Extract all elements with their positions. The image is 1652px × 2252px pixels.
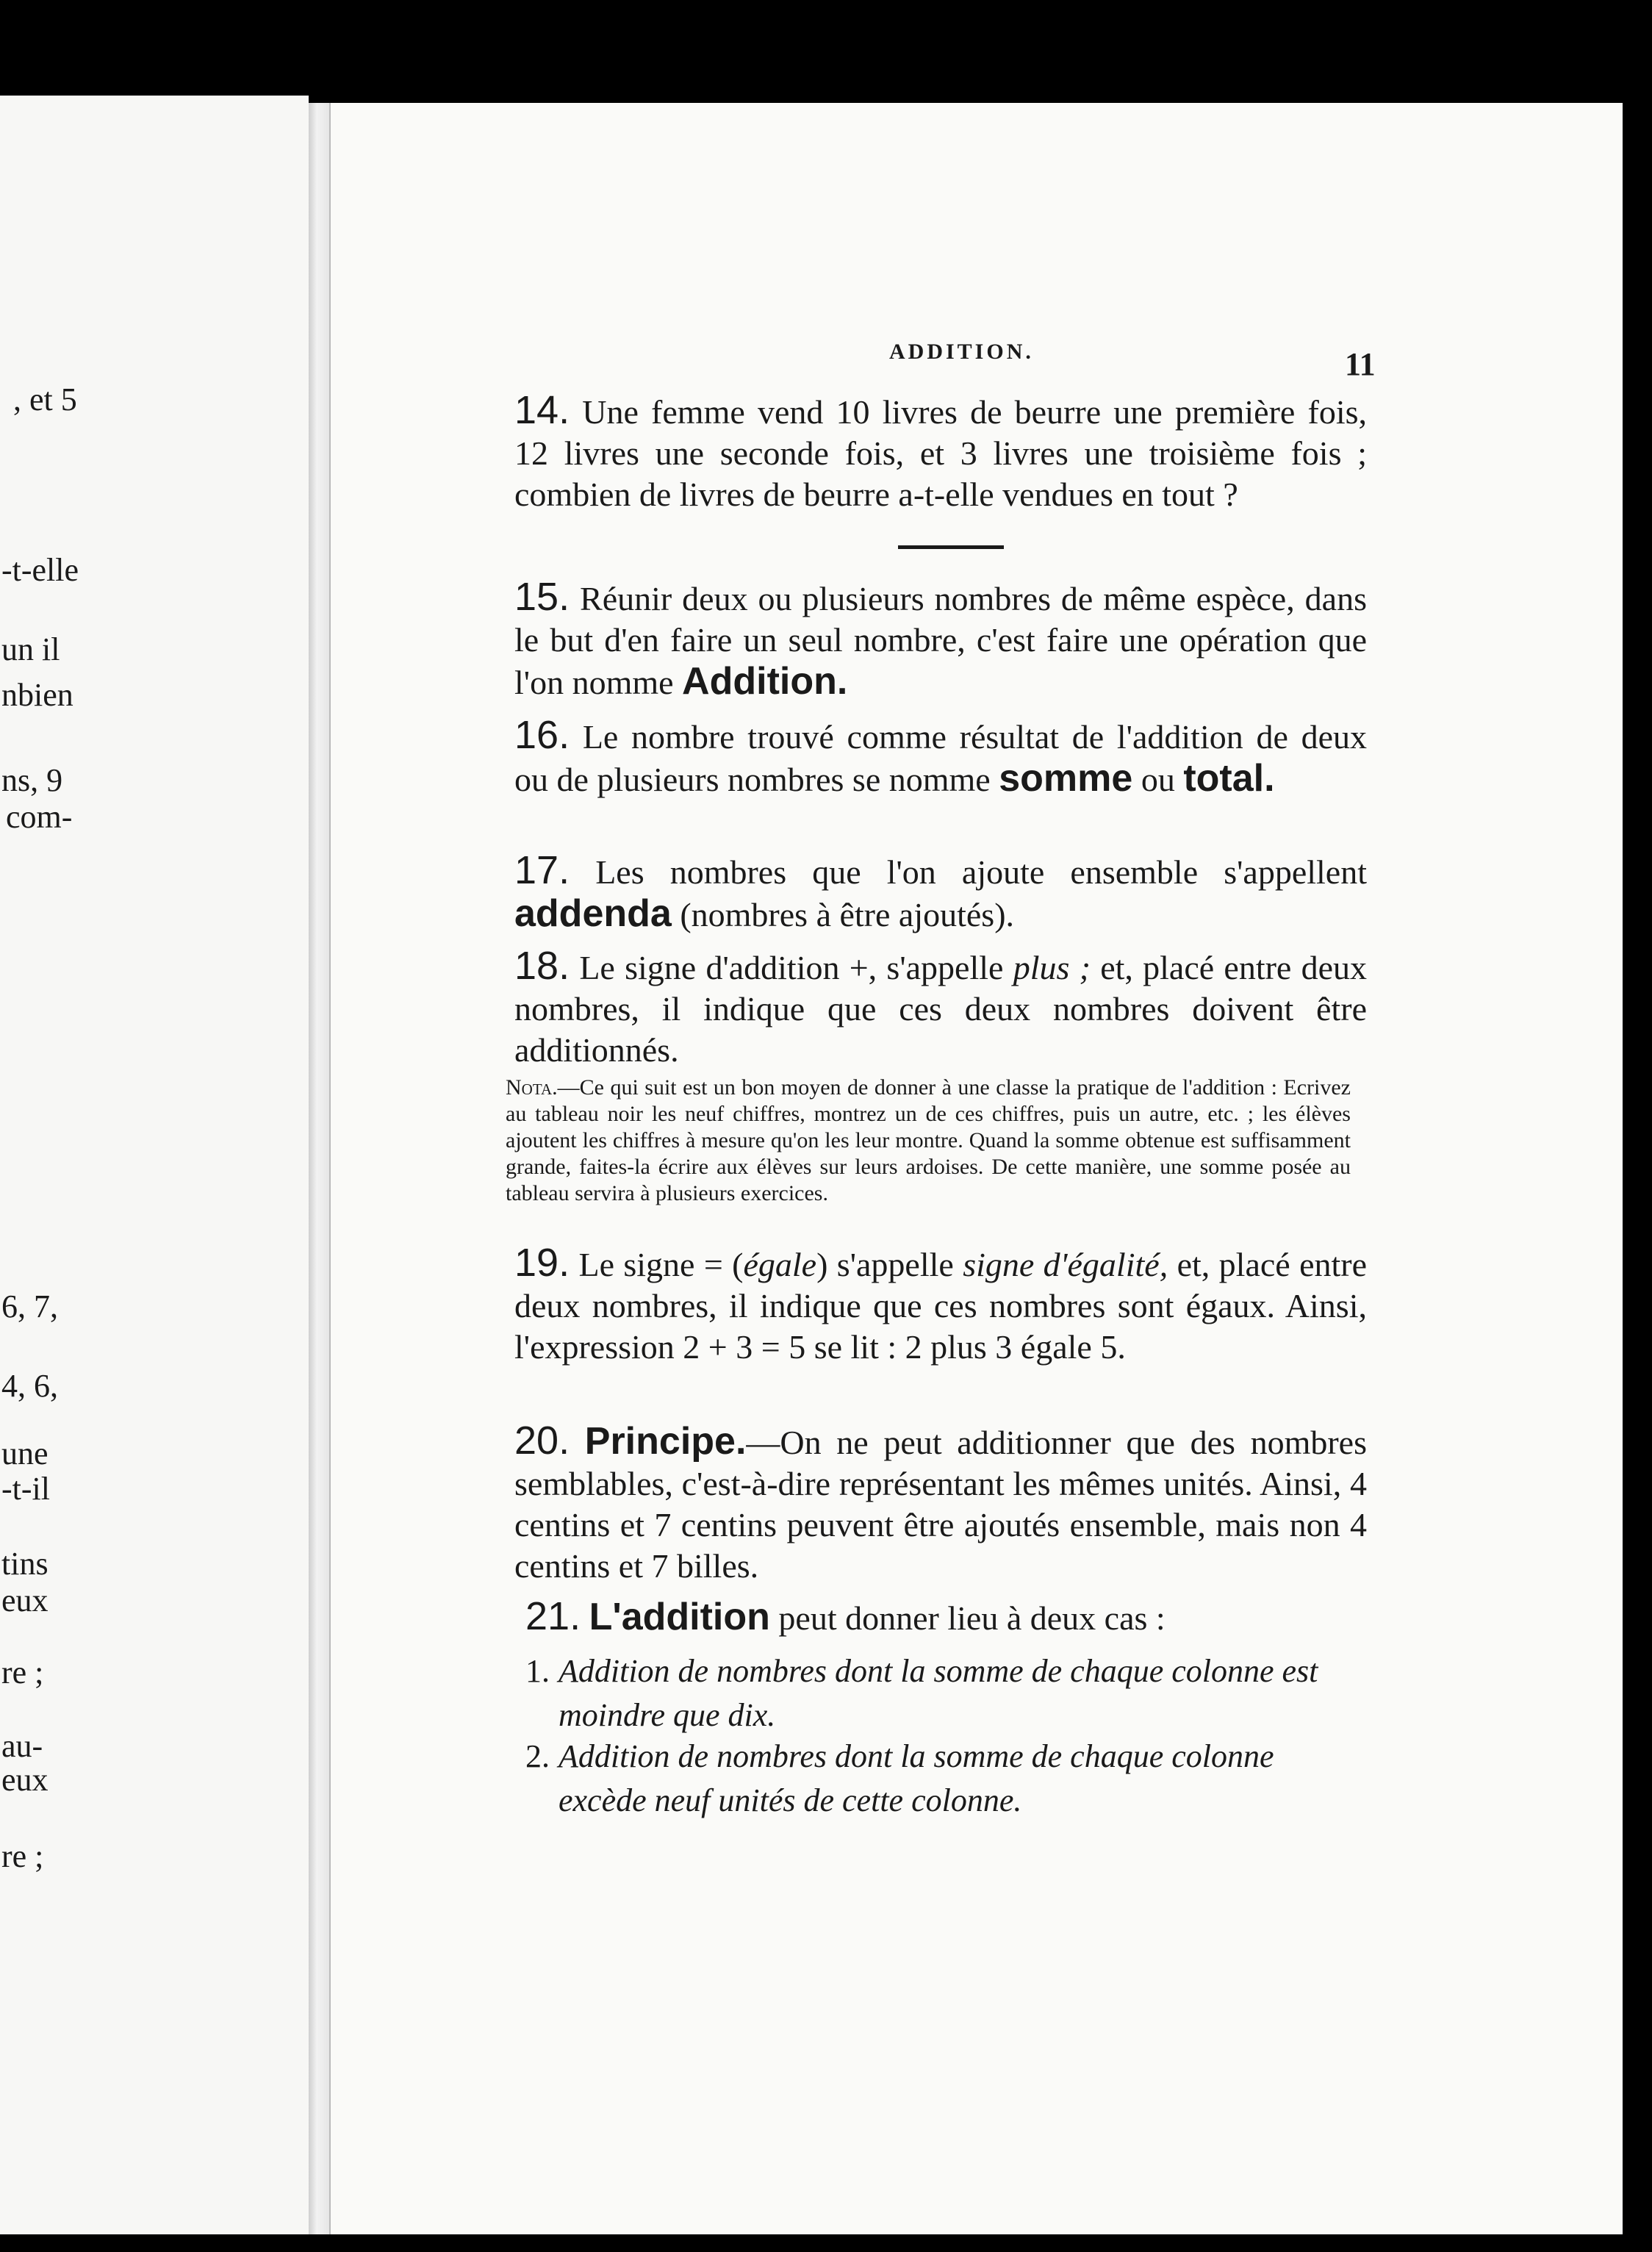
paragraph-number: 14. (514, 388, 570, 432)
keyword-principe: Principe. (584, 1420, 747, 1463)
left-fragment: eux (1, 1762, 49, 1798)
keyword-addenda: addenda (514, 892, 672, 935)
left-fragment: 4, 6, (1, 1368, 58, 1404)
left-fragment: un il (1, 631, 60, 667)
case-text: Addition de nombres dont la somme de chaque colonne est moindre que dix. (559, 1653, 1318, 1733)
paragraph-16 (514, 714, 1367, 800)
paragraph-20 (514, 1420, 1367, 1587)
case-text: Addition de nombres dont la somme de chaque colonne excède neuf unités de cette colonne. (559, 1738, 1274, 1818)
paragraph-number: 20. (514, 1419, 570, 1463)
paragraph-text: (nombres à être ajoutés). (680, 896, 1015, 933)
case-number: 2. (525, 1738, 550, 1774)
left-fragment: com- (6, 799, 73, 835)
paragraph-text: Les nombres que l'on ajoute ensemble s'appellent (595, 853, 1367, 891)
left-page (0, 96, 309, 2234)
paragraph-text: Une femme vend 10 livres de beurre une première fois, 12 livres une seconde fois, et 3 livres une troisième fois ; combien de livres de beurre a-t-elle vendues en tout ? (514, 393, 1367, 513)
left-fragment: eux (1, 1582, 49, 1618)
nota-note (506, 1075, 1351, 1207)
paragraph-text: Le signe = ( (578, 1246, 744, 1283)
paragraph-18 (514, 945, 1367, 1071)
keyword-addition: Addition. (682, 660, 848, 703)
page-number: 11 (1345, 346, 1376, 382)
keyword-somme: somme (999, 757, 1133, 800)
paragraph-text: et, placé entre deux nombres, il indique que ces nombres sont égaux. Ainsi, l'expression 2 + 3 = 5 se lit : 2 plus 3 égale 5. (514, 1246, 1368, 1366)
paragraph-number: 16. (514, 713, 570, 757)
left-fragment: -t-il (1, 1471, 50, 1507)
paragraph-text: ) s'appelle (816, 1246, 954, 1283)
paragraph-number: 17. (514, 848, 570, 892)
left-fragment: une (1, 1435, 49, 1471)
paragraph-14 (514, 390, 1367, 515)
paragraph-text: Le signe d'addition +, s'appelle (579, 949, 1004, 986)
paragraph-number: 19. (514, 1241, 570, 1285)
section-rule (898, 545, 1004, 549)
note-text: —Ce qui suit est un bon moyen de donner à une classe la pratique de l'addition : Ecrivez au tableau noir les neuf chiffres, montrez un de ces chiffres, puis un autre, etc. ; les élèves ajoutent les chiffres à mesure qu'on les leur montre. Quand la somme obtenue est suffisamment grande, faites-la écrire aux élèves sur leurs ardoises. De cette manière, une somme posée au tableau servira à plusieurs exercices. (506, 1075, 1351, 1205)
paragraph-text: peut donner lieu à deux cas : (778, 1599, 1166, 1637)
paragraph-19 (514, 1242, 1367, 1368)
paragraph-text: —On ne peut additionner que des nombres semblables, c'est-à-dire représentant les mêmes unités. Ainsi, 4 centins et 7 centins peuvent être ajoutés ensemble, mais non 4 centins et 7 billes. (514, 1424, 1367, 1585)
case-2 (525, 1735, 1337, 1823)
paragraph-number: 21. (525, 1594, 581, 1638)
paragraph-text: Le nombre trouvé comme résultat de l'addition de deux ou de plusieurs nombres se nomme (514, 718, 1368, 798)
emphasis-plus: plus ; (1013, 949, 1091, 986)
book-gutter (309, 103, 329, 2234)
left-fragment: re ; (1, 1838, 44, 1874)
paragraph-text: Réunir deux ou plusieurs nombres de même espèce, dans le but d'en faire un seul nombre, c'est faire une opération que l'on nomme (514, 580, 1367, 701)
paragraph-number: 15. (514, 575, 570, 619)
left-fragment: -t-elle (1, 552, 79, 588)
left-fragment: au- (1, 1728, 43, 1764)
emphasis-signe-egalite: signe d'égalité, (963, 1246, 1168, 1283)
paragraph-text: ou (1141, 761, 1175, 798)
left-fragment: re ; (1, 1654, 44, 1690)
left-fragment: , et 5 (13, 381, 77, 417)
paragraph-text: et, placé entre deux nombres, il indique que ces deux nombres doivent être additionnés. (514, 949, 1368, 1069)
keyword-total: total. (1183, 757, 1275, 800)
left-fragment: 6, 7, (1, 1288, 58, 1324)
left-fragment: ns, 9 (1, 762, 63, 798)
paragraph-15 (514, 576, 1367, 703)
case-number: 1. (525, 1653, 550, 1689)
emphasis-egale: égale (743, 1246, 817, 1283)
note-label: Nota. (506, 1075, 558, 1100)
left-fragment: tins (1, 1546, 49, 1582)
case-1 (525, 1649, 1337, 1738)
paragraph-number: 18. (514, 944, 570, 988)
keyword-l-addition: L'addition (589, 1596, 770, 1638)
left-fragment: nbien (1, 677, 73, 713)
paragraph-17 (514, 850, 1367, 936)
paragraph-21 (525, 1593, 1166, 1639)
running-head: ADDITION. (889, 340, 1034, 364)
